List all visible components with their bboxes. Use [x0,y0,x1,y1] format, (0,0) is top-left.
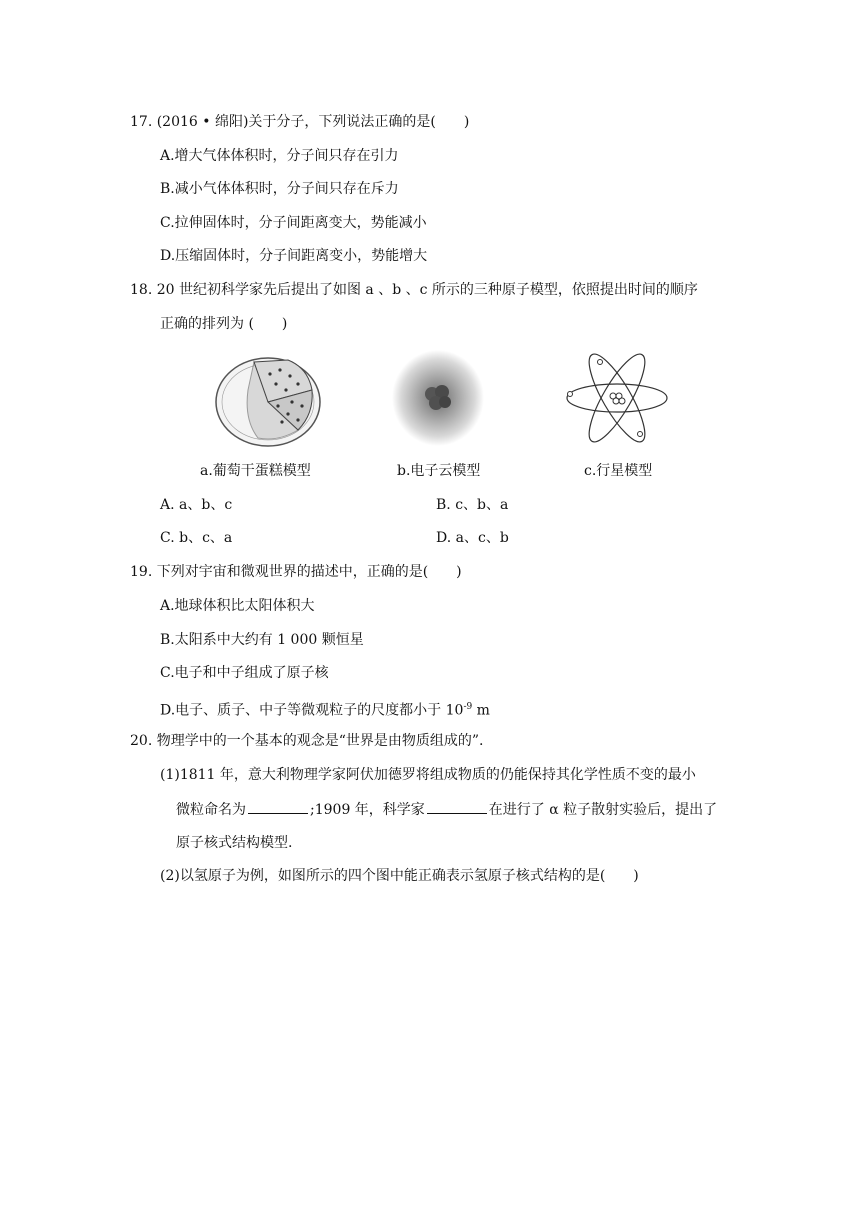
q18-option-a: A. a、b、c [160,497,233,513]
q17-option-c: C.拉伸固体时，分子间距离变大，势能减小 [160,215,427,231]
answer-blank-1[interactable] [248,799,308,814]
q18-stem-line2: 正确的排列为 ( ) [160,316,288,332]
q19-option-d-exponent: -9 [463,702,473,712]
q20-part1-line2 [176,799,717,820]
q18-stem-line1: 18. 20 世纪初科学家先后提出了如图 a 、b 、c 所示的三种原子模型，依照提出时间的顺序 [130,282,698,298]
q17-stem: 17. (2016 • 绵阳)关于分子，下列说法正确的是( ) [130,114,470,130]
q18-option-d: D. a、c、b [436,530,509,546]
q20-stem: 20. 物理学中的一个基本的观念是“世界是由物质组成的”. [130,733,484,749]
q20-part1-text-c: 在进行了 α 粒子散射实验后，提出了 [488,802,718,818]
q17-option-a: A.增大气体体积时，分子间只存在引力 [160,148,399,164]
figure-b-caption: b.电子云模型 [397,463,481,479]
figure-c-caption: c.行星模型 [584,463,653,479]
q19-option-b: B.太阳系中大约有 1 000 颗恒星 [160,632,364,648]
electron-cloud-model-icon [388,346,488,450]
q20-part1-line1: (1)1811 年，意大利物理学家阿伏加德罗将组成物质的仍能保持其化学性质不变的最小 [160,767,696,783]
figure-a-caption: a.葡萄干蛋糕模型 [200,463,311,479]
q18-option-b: B. c、b、a [436,497,509,513]
q19-stem: 19. 下列对宇宙和微观世界的描述中，正确的是( ) [130,564,462,580]
plum-pudding-model-icon [208,350,328,450]
q19-option-d-unit: m [472,702,490,719]
q19-option-d-text: D.电子、质子、中子等微观粒子的尺度都小于 10 [160,702,464,719]
q20-part1-text-a: 微粒命名为 [176,802,246,818]
q17-option-d: D.压缩固体时，分子间距离变小，势能增大 [160,248,428,264]
planetary-model-icon [562,348,672,448]
q20-part1-line3: 原子核式结构模型. [176,835,293,851]
q19-option-c: C.电子和中子组成了原子核 [160,665,329,681]
q20-part2: (2)以氢原子为例，如图所示的四个图中能正确表示氢原子核式结构的是( ) [160,868,639,884]
q17-option-b: B.减小气体体积时，分子间只存在斥力 [160,181,399,197]
q19-option-a: A.地球体积比太阳体积大 [160,598,315,614]
q19-option-d [160,697,490,721]
q20-part1-text-b: ;1909 年，科学家 [310,802,425,818]
answer-blank-2[interactable] [427,799,487,814]
q18-option-c: C. b、c、a [160,530,233,546]
